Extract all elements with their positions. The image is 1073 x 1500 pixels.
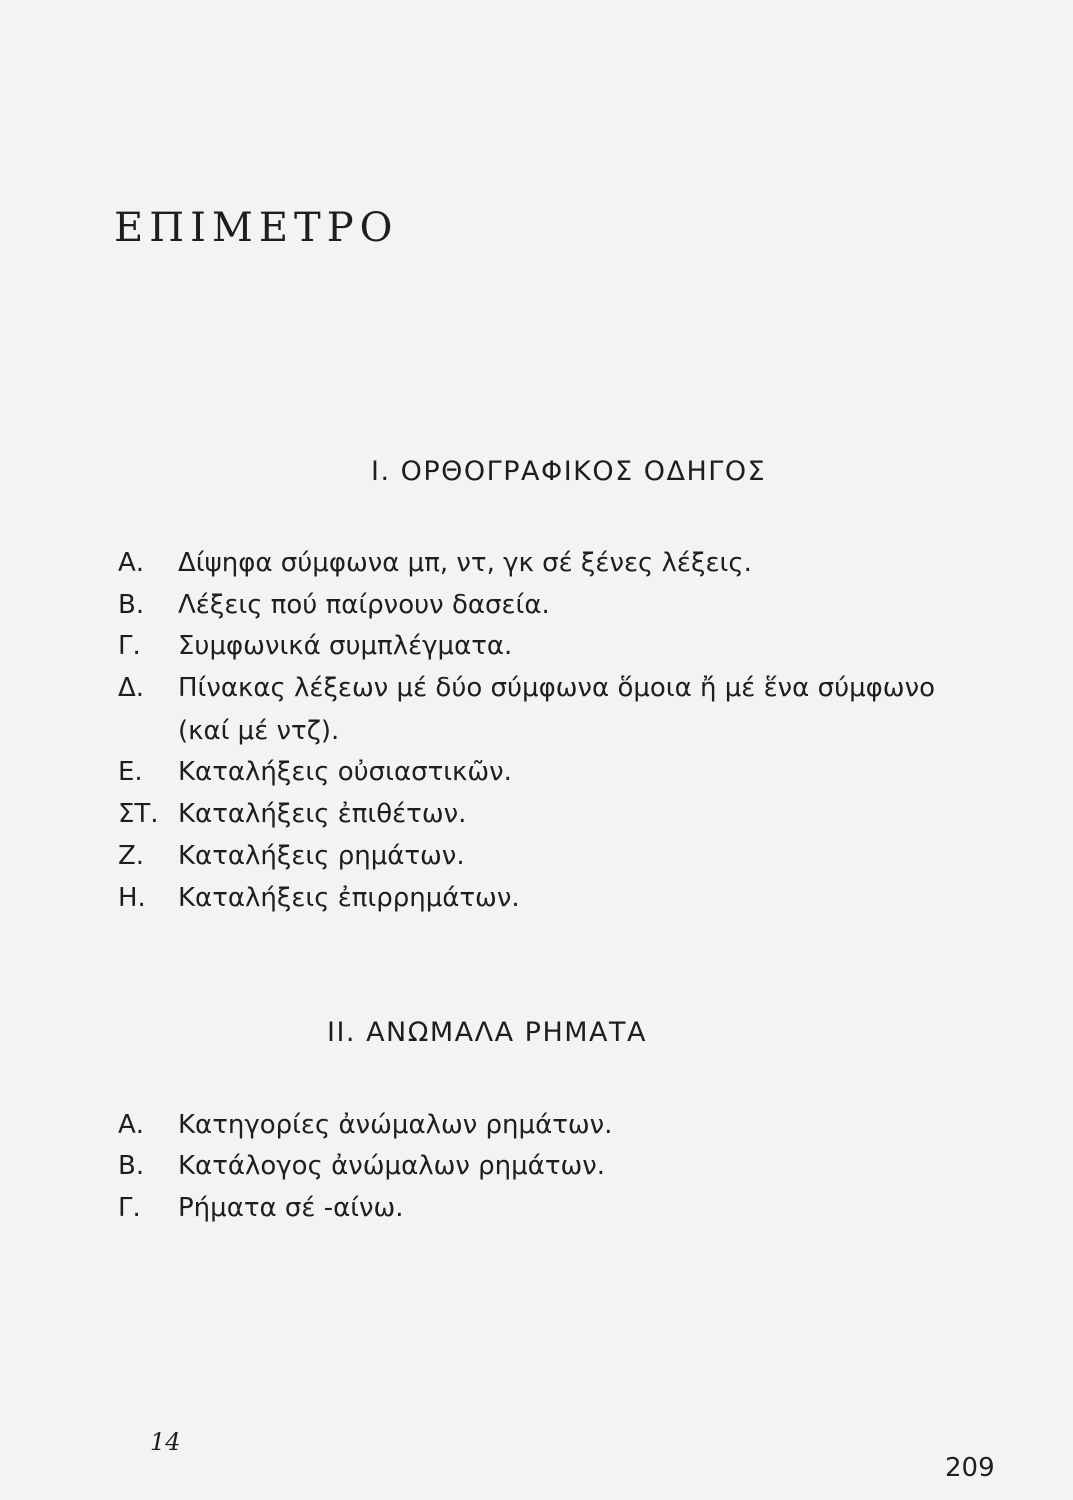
item-text: Πίνακας λέξεων μέ δύο σύμφωνα ὅμοια ἤ μέ ἕνα σύμφωνο [178,673,936,703]
list-item-continuation: (καί μέ ντζ). [178,716,340,746]
list-item [118,1151,605,1181]
section-heading-orthographic-guide: Ι. ΟΡΘΟΓΡΑΦΙΚΟΣ ΟΔΗΓΟΣ [371,456,767,487]
list-item [118,799,466,829]
item-letter: Β. [118,590,145,620]
list-item [118,841,465,871]
item-letter: ΣΤ. [118,799,159,829]
item-text: Καταλήξεις οὐσιαστικῶν. [178,757,512,787]
item-letter: Α. [118,548,145,578]
item-letter: Α. [118,1110,145,1140]
item-letter: Γ. [118,1193,141,1223]
list-item [118,1110,612,1140]
item-text: Κατηγορίες ἀνώμαλων ρημάτων. [178,1110,613,1140]
item-text: Κατάλογος ἀνώμαλων ρημάτων. [178,1151,606,1181]
item-letter: Δ. [118,673,145,703]
list-item [118,548,752,578]
item-letter: Ζ. [118,841,145,871]
item-text: Ρήματα σέ -αίνω. [178,1193,404,1223]
item-text: Καταλήξεις ἐπιρρημάτων. [178,883,520,913]
signature-mark: 14 [150,1428,181,1456]
list-item [118,673,935,703]
item-text: Λέξεις πού παίρνουν δασεία. [178,590,550,620]
page-title: ΕΠΙΜΕΤΡΟ [114,205,399,251]
list-item [118,1193,404,1223]
list-item [118,757,512,787]
item-text: Συμφωνικά συμπλέγματα. [178,631,513,661]
list-item [118,883,520,913]
item-text: Καταλήξεις ἐπιθέτων. [178,799,467,829]
item-text: Καταλήξεις ρημάτων. [178,841,465,871]
list-item [118,631,512,661]
item-letter: Ε. [118,757,143,787]
page-number: 209 [945,1453,995,1483]
item-text: Δίψηφα σύμφωνα μπ, ντ, γκ σέ ξένες λέξεις. [178,548,752,578]
item-letter: Β. [118,1151,145,1181]
list-item [118,590,550,620]
item-letter: Γ. [118,631,141,661]
item-letter: Η. [118,883,146,913]
section-heading-irregular-verbs: ΙΙ. ΑΝΩΜΑΛΑ ΡΗΜΑΤΑ [327,1017,647,1048]
